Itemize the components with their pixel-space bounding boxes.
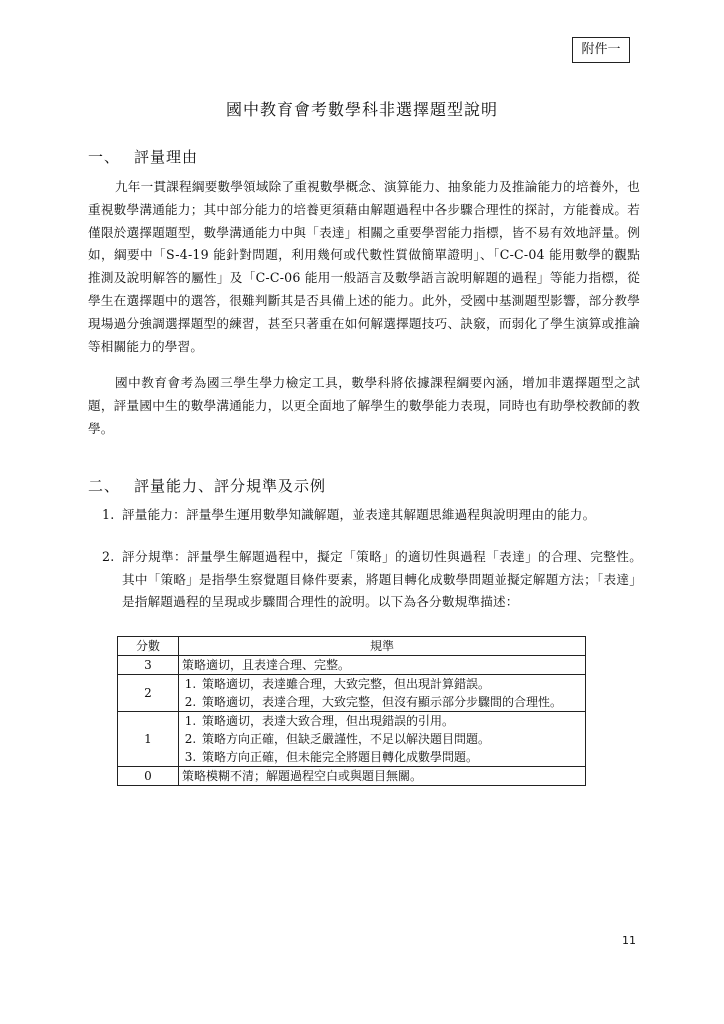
section2-item-2 [102,546,642,614]
section2-item-1 [102,504,642,527]
criteria-item: 2. 策略適切，表達合理，大致完整，但沒有顯示部分步驟間的合理性。 [200,693,582,711]
attachment-label: 附件一 [572,37,630,63]
criteria-cell: 策略模糊不清；解題過程空白或與題目無關。 [179,767,586,786]
table-header-row [118,637,586,656]
table-row [118,712,586,767]
page-number: 11 [622,934,636,947]
section2-number: 二、 [88,477,121,495]
criteria-item: 1. 策略適切，表達大致合理，但出現錯誤的引用。 [200,712,582,730]
criteria-cell [179,675,586,712]
section1-number: 一、 [88,148,121,166]
section2-heading [88,475,326,496]
section1-paragraph-1: 九年一貫課程綱要數學領域除了重視數學概念、演算能力、抽象能力及推論能力的培養外，也重視數學溝通能力；其中部分能力的培養更須藉由解題過程中各步驟合理性的探討，方能養成。若僅限於選擇題題型，數學溝通能力中與「表達」相關之重要學習能力指標，皆不易有效地評量。例如，綱要中「S-4-19 能針對問題，利用幾何或代數性質做簡單證明」、「C-C-04 能用數學的觀點推測及說明解答的屬性」及「C-C-06 能用一般語言及數學語言說明解題的過程」等能力指標，從學生在選擇題中的選答，很難判斷其是否具備上述的能力。此外，受國中基測題型影響，部分教學現場過分強調選擇題型的練習，甚至只著重在如何解選擇題技巧、訣竅，而弱化了學生演算或推論等相關能力的學習。 [88,179,640,354]
section2-heading-text: 評量能力、評分規準及示例 [134,477,327,495]
score-cell: 0 [118,767,179,786]
page-title: 國中教育會考數學科非選擇題型說明 [225,100,498,119]
score-cell: 3 [118,656,179,675]
table-row [118,675,586,712]
criteria-item: 2. 策略方向正確，但缺乏嚴謹性，不足以解決題目問題。 [200,730,582,748]
table-row [118,656,586,675]
item-text: 評量能力：評量學生運用數學知識解題，並表達其解題思維過程與說明理由的能力。 [122,507,596,522]
scoring-rubric-table [117,636,586,786]
score-cell: 1 [118,712,179,767]
item-number: 1. [102,507,115,522]
score-cell: 2 [118,675,179,712]
section1-heading [88,146,198,167]
criteria-item: 3. 策略方向正確，但未能完全將題目轉化成數學問題。 [200,748,582,766]
table-row [118,767,586,786]
section1-paragraph-2: 國中教育會考為國三學生學力檢定工具，數學科將依據課程綱要內涵，增加非選擇題型之試題，評量國中生的數學溝通能力，以更全面地了解學生的數學能力表現，同時也有助學校教師的教學。 [88,375,640,436]
criteria-item: 1. 策略適切，表達雖合理，大致完整，但出現計算錯誤。 [200,675,582,693]
item-number: 2. [102,549,115,564]
section1-heading-text: 評量理由 [134,148,199,166]
item-text: 評分規準：評量學生解題過程中，擬定「策略」的適切性與過程「表達」的合理、完整性。其中「策略」是指學生察覺題目條件要素，將題目轉化成數學問題並擬定解題方法；「表達」是指解題過程的呈現或步驟間合理性的說明。以下為各分數規準描述： [122,549,642,609]
column-header-score: 分數 [118,637,179,656]
criteria-cell [179,712,586,767]
column-header-criteria: 規準 [179,637,586,656]
criteria-cell: 策略適切，且表達合理、完整。 [179,656,586,675]
